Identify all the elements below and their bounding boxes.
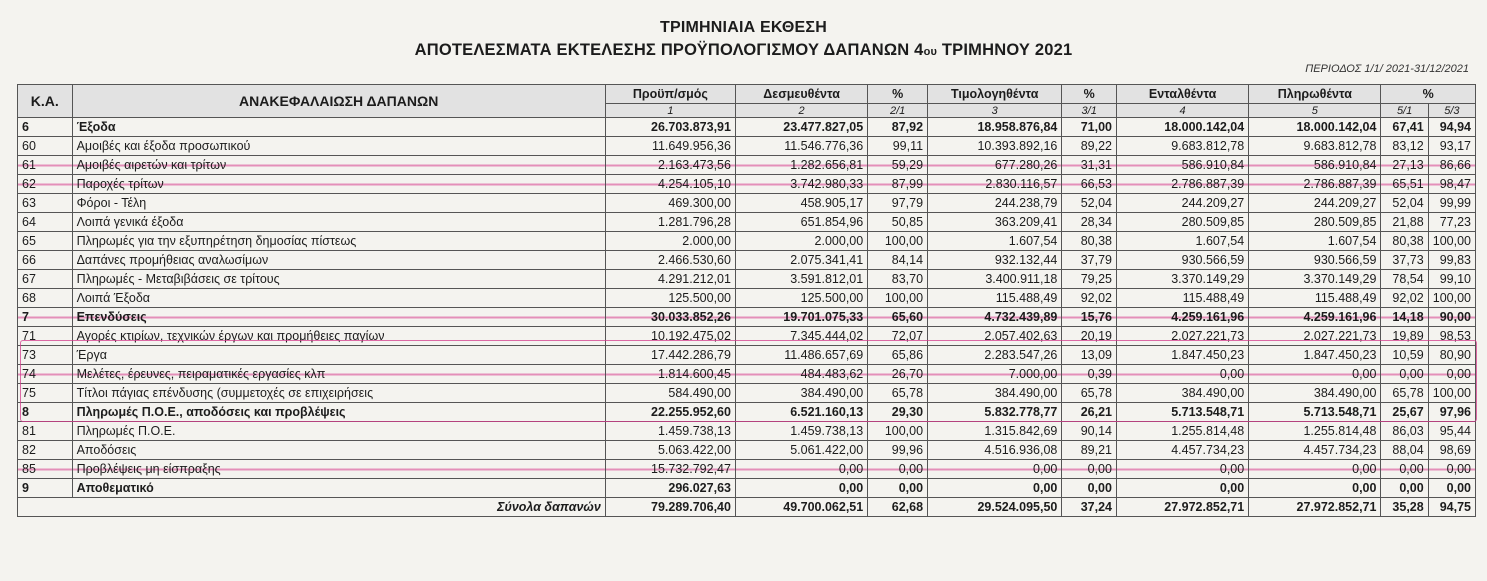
cell-budget: 296.027,63 <box>605 479 735 498</box>
cell-pct-paid-invoiced: 98,69 <box>1428 441 1475 460</box>
cell-pct-paid-invoiced: 95,44 <box>1428 422 1475 441</box>
cell-invoiced: 2.830.116,57 <box>928 175 1062 194</box>
cell-pct-paid-invoiced: 94,94 <box>1428 118 1475 137</box>
cell-committed: 1.459.738,13 <box>735 422 867 441</box>
cell-pct-invoiced: 37,79 <box>1062 251 1117 270</box>
cell-committed: 7.345.444,02 <box>735 327 867 346</box>
cell-pct-paid-budget: 27,13 <box>1381 156 1428 175</box>
cell-invoiced: 5.832.778,77 <box>928 403 1062 422</box>
cell-committed: 3.742.980,33 <box>735 175 867 194</box>
cell-code: 73 <box>18 346 73 365</box>
cell-pct-paid-invoiced: 98,47 <box>1428 175 1475 194</box>
cell-pct-invoiced: 79,25 <box>1062 270 1117 289</box>
table-row <box>18 403 1476 422</box>
cell-ordered: 0,00 <box>1116 365 1248 384</box>
table-row <box>18 251 1476 270</box>
table-row <box>18 289 1476 308</box>
index-committed: 2 <box>735 104 867 118</box>
cell-code: 63 <box>18 194 73 213</box>
cell-pct-committed: 65,60 <box>868 308 928 327</box>
header-pct-invoiced: % <box>1062 85 1117 104</box>
cell-invoiced: 0,00 <box>928 479 1062 498</box>
cell-pct-committed: 100,00 <box>868 232 928 251</box>
cell-ordered: 5.713.548,71 <box>1116 403 1248 422</box>
cell-code: 60 <box>18 137 73 156</box>
cell-code: 71 <box>18 327 73 346</box>
cell-pct-paid-budget: 19,89 <box>1381 327 1428 346</box>
cell-paid: 586.910,84 <box>1249 156 1381 175</box>
cell-invoiced: 0,00 <box>928 460 1062 479</box>
cell-paid: 930.566,59 <box>1249 251 1381 270</box>
cell-pct-paid-invoiced: 97,96 <box>1428 403 1475 422</box>
cell-ordered: 2.027.221,73 <box>1116 327 1248 346</box>
index-budget: 1 <box>605 104 735 118</box>
cell-invoiced: 2.057.402,63 <box>928 327 1062 346</box>
cell-pct-committed: 97,79 <box>868 194 928 213</box>
cell-pct-paid-budget: 65,51 <box>1381 175 1428 194</box>
cell-committed: 2.075.341,41 <box>735 251 867 270</box>
cell-invoiced: 7.000,00 <box>928 365 1062 384</box>
cell-description: Δαπάνες προμήθειας αναλωσίμων <box>72 251 605 270</box>
cell-pct-invoiced: 89,22 <box>1062 137 1117 156</box>
cell-budget: 4.291.212,01 <box>605 270 735 289</box>
cell-ordered: 1.847.450,23 <box>1116 346 1248 365</box>
cell-description: Αποθεματικό <box>72 479 605 498</box>
cell-pct-paid-budget: 0,00 <box>1381 365 1428 384</box>
index-pct-paid-invoiced: 5/3 <box>1428 104 1475 118</box>
cell-description: Προβλέψεις μη είσπραξης <box>72 460 605 479</box>
header-row <box>18 85 1476 104</box>
cell-code: 8 <box>18 403 73 422</box>
cell-pct-paid-budget: 14,18 <box>1381 308 1428 327</box>
total-cell-pct-invoiced: 37,24 <box>1062 498 1117 517</box>
cell-pct-committed: 87,99 <box>868 175 928 194</box>
header-paid: Πληρωθέντα <box>1249 85 1381 104</box>
cell-invoiced: 2.283.547,26 <box>928 346 1062 365</box>
cell-pct-paid-invoiced: 90,00 <box>1428 308 1475 327</box>
cell-paid: 4.457.734,23 <box>1249 441 1381 460</box>
report-subtitle: ΑΠΟΤΕΛΕΣΜΑΤΑ ΕΚΤΕΛΕΣΗΣ ΠΡΟΫΠΟΛΟΓΙΣΜΟΥ ΔΑΠΑΝΩΝ 4ου ΤΡΙΜΗΝΟΥ 2021 <box>414 41 1073 59</box>
cell-pct-paid-invoiced: 93,17 <box>1428 137 1475 156</box>
cell-pct-paid-budget: 86,03 <box>1381 422 1428 441</box>
cell-pct-committed: 87,92 <box>868 118 928 137</box>
cell-committed: 384.490,00 <box>735 384 867 403</box>
cell-paid: 2.786.887,39 <box>1249 175 1381 194</box>
cell-pct-invoiced: 13,09 <box>1062 346 1117 365</box>
cell-ordered: 1.255.814,48 <box>1116 422 1248 441</box>
cell-committed: 2.000,00 <box>735 232 867 251</box>
cell-description: Πληρωμές Π.Ο.Ε., αποδόσεις και προβλέψεις <box>72 403 605 422</box>
cell-pct-paid-invoiced: 77,23 <box>1428 213 1475 232</box>
cell-budget: 1.814.600,45 <box>605 365 735 384</box>
table-row <box>18 137 1476 156</box>
total-cell-pct-committed: 62,68 <box>868 498 928 517</box>
index-paid: 5 <box>1249 104 1381 118</box>
cell-budget: 125.500,00 <box>605 289 735 308</box>
cell-pct-paid-budget: 67,41 <box>1381 118 1428 137</box>
cell-description: Πληρωμές - Μεταβιβάσεις σε τρίτους <box>72 270 605 289</box>
cell-ordered: 244.209,27 <box>1116 194 1248 213</box>
total-cell-pct-paid-budget: 35,28 <box>1381 498 1428 517</box>
cell-budget: 584.490,00 <box>605 384 735 403</box>
cell-pct-invoiced: 66,53 <box>1062 175 1117 194</box>
header-pct-paid: % <box>1381 85 1476 104</box>
cell-pct-invoiced: 65,78 <box>1062 384 1117 403</box>
table-row <box>18 346 1476 365</box>
cell-pct-paid-invoiced: 100,00 <box>1428 232 1475 251</box>
cell-ordered: 384.490,00 <box>1116 384 1248 403</box>
header-budget: Προϋπ/σμός <box>605 85 735 104</box>
cell-description: Έργα <box>72 346 605 365</box>
cell-paid: 1.847.450,23 <box>1249 346 1381 365</box>
cell-committed: 0,00 <box>735 479 867 498</box>
total-cell-budget: 79.289.706,40 <box>605 498 735 517</box>
cell-pct-paid-invoiced: 100,00 <box>1428 289 1475 308</box>
cell-invoiced: 115.488,49 <box>928 289 1062 308</box>
table-row <box>18 213 1476 232</box>
table-row <box>18 156 1476 175</box>
cell-budget: 5.063.422,00 <box>605 441 735 460</box>
cell-code: 74 <box>18 365 73 384</box>
cell-pct-paid-budget: 80,38 <box>1381 232 1428 251</box>
cell-description: Λοιπά Έξοδα <box>72 289 605 308</box>
cell-budget: 1.459.738,13 <box>605 422 735 441</box>
cell-invoiced: 363.209,41 <box>928 213 1062 232</box>
cell-code: 85 <box>18 460 73 479</box>
cell-committed: 11.546.776,36 <box>735 137 867 156</box>
cell-pct-committed: 29,30 <box>868 403 928 422</box>
cell-pct-paid-budget: 83,12 <box>1381 137 1428 156</box>
cell-pct-paid-budget: 37,73 <box>1381 251 1428 270</box>
cell-ordered: 18.000.142,04 <box>1116 118 1248 137</box>
cell-budget: 22.255.952,60 <box>605 403 735 422</box>
table-row <box>18 118 1476 137</box>
cell-invoiced: 384.490,00 <box>928 384 1062 403</box>
report-period: ΠΕΡΙΟΔΟΣ 1/1/ 2021-31/12/2021 <box>1305 63 1469 75</box>
table-row <box>18 384 1476 403</box>
report-title: ΤΡΙΜΗΝΙΑΙΑ ΕΚΘΕΣΗ <box>660 19 827 36</box>
cell-description: Έξοδα <box>72 118 605 137</box>
cell-pct-invoiced: 71,00 <box>1062 118 1117 137</box>
total-cell-ordered: 27.972.852,71 <box>1116 498 1248 517</box>
cell-pct-committed: 50,85 <box>868 213 928 232</box>
cell-code: 61 <box>18 156 73 175</box>
cell-pct-committed: 100,00 <box>868 422 928 441</box>
cell-ordered: 1.607,54 <box>1116 232 1248 251</box>
cell-description: Αγορές κτιρίων, τεχνικών έργων και προμήθειες παγίων <box>72 327 605 346</box>
cell-pct-paid-budget: 0,00 <box>1381 460 1428 479</box>
cell-pct-paid-invoiced: 99,83 <box>1428 251 1475 270</box>
cell-pct-paid-invoiced: 80,90 <box>1428 346 1475 365</box>
cell-pct-committed: 65,86 <box>868 346 928 365</box>
cell-ordered: 0,00 <box>1116 479 1248 498</box>
cell-pct-paid-invoiced: 86,66 <box>1428 156 1475 175</box>
cell-description: Μελέτες, έρευνες, πειραματικές εργασίες κλπ <box>72 365 605 384</box>
cell-pct-paid-invoiced: 0,00 <box>1428 460 1475 479</box>
totals-label: Σύνολα δαπανών <box>18 498 606 517</box>
cell-description: Πληρωμές για την εξυπηρέτηση δημοσίας πίστεως <box>72 232 605 251</box>
cell-invoiced: 4.732.439,89 <box>928 308 1062 327</box>
cell-paid: 2.027.221,73 <box>1249 327 1381 346</box>
cell-budget: 2.000,00 <box>605 232 735 251</box>
cell-pct-paid-budget: 88,04 <box>1381 441 1428 460</box>
cell-paid: 280.509,85 <box>1249 213 1381 232</box>
cell-pct-invoiced: 0,00 <box>1062 479 1117 498</box>
cell-paid: 0,00 <box>1249 365 1381 384</box>
cell-description: Λοιπά γενικά έξοδα <box>72 213 605 232</box>
cell-committed: 19.701.075,33 <box>735 308 867 327</box>
table-row <box>18 327 1476 346</box>
cell-invoiced: 1.315.842,69 <box>928 422 1062 441</box>
cell-pct-invoiced: 28,34 <box>1062 213 1117 232</box>
cell-ordered: 4.457.734,23 <box>1116 441 1248 460</box>
cell-pct-committed: 99,96 <box>868 441 928 460</box>
cell-budget: 2.163.473,56 <box>605 156 735 175</box>
cell-paid: 9.683.812,78 <box>1249 137 1381 156</box>
cell-code: 65 <box>18 232 73 251</box>
cell-pct-invoiced: 92,02 <box>1062 289 1117 308</box>
cell-pct-invoiced: 15,76 <box>1062 308 1117 327</box>
cell-pct-committed: 84,14 <box>868 251 928 270</box>
cell-code: 7 <box>18 308 73 327</box>
cell-pct-paid-invoiced: 0,00 <box>1428 479 1475 498</box>
expense-summary-table <box>17 84 1476 517</box>
table-row <box>18 479 1476 498</box>
cell-pct-committed: 65,78 <box>868 384 928 403</box>
cell-invoiced: 10.393.892,16 <box>928 137 1062 156</box>
cell-budget: 10.192.475,02 <box>605 327 735 346</box>
header-description: ΑΝΑΚΕΦΑΛΑΙΩΣΗ ΔΑΠΑΝΩΝ <box>72 85 605 118</box>
cell-description: Πληρωμές Π.Ο.Ε. <box>72 422 605 441</box>
cell-code: 66 <box>18 251 73 270</box>
cell-invoiced: 677.280,26 <box>928 156 1062 175</box>
cell-pct-paid-invoiced: 99,99 <box>1428 194 1475 213</box>
cell-pct-paid-budget: 21,88 <box>1381 213 1428 232</box>
cell-pct-invoiced: 0,39 <box>1062 365 1117 384</box>
cell-committed: 6.521.160,13 <box>735 403 867 422</box>
cell-pct-paid-budget: 25,67 <box>1381 403 1428 422</box>
cell-ordered: 930.566,59 <box>1116 251 1248 270</box>
cell-pct-paid-budget: 78,54 <box>1381 270 1428 289</box>
cell-pct-invoiced: 80,38 <box>1062 232 1117 251</box>
header-pct-committed: % <box>868 85 928 104</box>
header-ordered: Ενταλθέντα <box>1116 85 1248 104</box>
cell-code: 62 <box>18 175 73 194</box>
cell-ordered: 0,00 <box>1116 460 1248 479</box>
index-pct-committed: 2/1 <box>868 104 928 118</box>
cell-committed: 11.486.657,69 <box>735 346 867 365</box>
cell-pct-paid-invoiced: 98,53 <box>1428 327 1475 346</box>
cell-pct-paid-budget: 10,59 <box>1381 346 1428 365</box>
cell-ordered: 586.910,84 <box>1116 156 1248 175</box>
cell-paid: 115.488,49 <box>1249 289 1381 308</box>
index-pct-invoiced: 3/1 <box>1062 104 1117 118</box>
cell-committed: 458.905,17 <box>735 194 867 213</box>
cell-pct-paid-invoiced: 0,00 <box>1428 365 1475 384</box>
cell-pct-invoiced: 31,31 <box>1062 156 1117 175</box>
totals-row <box>18 498 1476 517</box>
cell-pct-paid-budget: 52,04 <box>1381 194 1428 213</box>
header-committed: Δεσμευθέντα <box>735 85 867 104</box>
cell-pct-committed: 83,70 <box>868 270 928 289</box>
cell-pct-committed: 100,00 <box>868 289 928 308</box>
cell-code: 82 <box>18 441 73 460</box>
cell-pct-invoiced: 90,14 <box>1062 422 1117 441</box>
cell-committed: 0,00 <box>735 460 867 479</box>
cell-committed: 23.477.827,05 <box>735 118 867 137</box>
cell-description: Αμοιβές αιρετών και τρίτων <box>72 156 605 175</box>
cell-committed: 651.854,96 <box>735 213 867 232</box>
table-row <box>18 422 1476 441</box>
cell-committed: 125.500,00 <box>735 289 867 308</box>
cell-budget: 11.649.956,36 <box>605 137 735 156</box>
cell-ordered: 3.370.149,29 <box>1116 270 1248 289</box>
cell-code: 81 <box>18 422 73 441</box>
cell-budget: 26.703.873,91 <box>605 118 735 137</box>
cell-description: Αμοιβές και έξοδα προσωπικού <box>72 137 605 156</box>
cell-pct-paid-budget: 92,02 <box>1381 289 1428 308</box>
cell-code: 6 <box>18 118 73 137</box>
cell-pct-paid-budget: 0,00 <box>1381 479 1428 498</box>
cell-pct-committed: 0,00 <box>868 460 928 479</box>
cell-invoiced: 244.238,79 <box>928 194 1062 213</box>
index-pct-paid-budget: 5/1 <box>1381 104 1428 118</box>
cell-ordered: 280.509,85 <box>1116 213 1248 232</box>
cell-budget: 17.442.286,79 <box>605 346 735 365</box>
header-ka: Κ.Α. <box>18 85 73 118</box>
cell-ordered: 2.786.887,39 <box>1116 175 1248 194</box>
cell-committed: 3.591.812,01 <box>735 270 867 289</box>
cell-pct-paid-invoiced: 100,00 <box>1428 384 1475 403</box>
cell-committed: 1.282.656,81 <box>735 156 867 175</box>
index-ordered: 4 <box>1116 104 1248 118</box>
table-row <box>18 365 1476 384</box>
cell-description: Φόροι - Τέλη <box>72 194 605 213</box>
index-invoiced: 3 <box>928 104 1062 118</box>
cell-budget: 30.033.852,26 <box>605 308 735 327</box>
table-row <box>18 270 1476 289</box>
cell-pct-invoiced: 0,00 <box>1062 460 1117 479</box>
cell-paid: 1.255.814,48 <box>1249 422 1381 441</box>
table-row <box>18 194 1476 213</box>
cell-paid: 0,00 <box>1249 479 1381 498</box>
cell-budget: 1.281.796,28 <box>605 213 735 232</box>
cell-invoiced: 18.958.876,84 <box>928 118 1062 137</box>
total-cell-paid: 27.972.852,71 <box>1249 498 1381 517</box>
cell-paid: 0,00 <box>1249 460 1381 479</box>
cell-pct-committed: 59,29 <box>868 156 928 175</box>
cell-committed: 484.483,62 <box>735 365 867 384</box>
cell-code: 67 <box>18 270 73 289</box>
table-row <box>18 460 1476 479</box>
table-row <box>18 232 1476 251</box>
cell-code: 64 <box>18 213 73 232</box>
cell-paid: 1.607,54 <box>1249 232 1381 251</box>
total-cell-pct-paid-invoiced: 94,75 <box>1428 498 1475 517</box>
cell-code: 68 <box>18 289 73 308</box>
cell-paid: 4.259.161,96 <box>1249 308 1381 327</box>
cell-ordered: 115.488,49 <box>1116 289 1248 308</box>
cell-invoiced: 4.516.936,08 <box>928 441 1062 460</box>
cell-description: Αποδόσεις <box>72 441 605 460</box>
total-cell-committed: 49.700.062,51 <box>735 498 867 517</box>
cell-pct-committed: 99,11 <box>868 137 928 156</box>
cell-budget: 15.732.792,47 <box>605 460 735 479</box>
table-row <box>18 441 1476 460</box>
cell-paid: 18.000.142,04 <box>1249 118 1381 137</box>
cell-pct-committed: 72,07 <box>868 327 928 346</box>
table-row <box>18 175 1476 194</box>
cell-paid: 5.713.548,71 <box>1249 403 1381 422</box>
cell-paid: 244.209,27 <box>1249 194 1381 213</box>
cell-invoiced: 3.400.911,18 <box>928 270 1062 289</box>
cell-code: 9 <box>18 479 73 498</box>
cell-pct-committed: 0,00 <box>868 479 928 498</box>
cell-paid: 3.370.149,29 <box>1249 270 1381 289</box>
cell-description: Επενδύσεις <box>72 308 605 327</box>
cell-ordered: 4.259.161,96 <box>1116 308 1248 327</box>
cell-paid: 384.490,00 <box>1249 384 1381 403</box>
table-row <box>18 308 1476 327</box>
cell-description: Παροχές τρίτων <box>72 175 605 194</box>
header-invoiced: Τιμολογηθέντα <box>928 85 1062 104</box>
cell-invoiced: 932.132,44 <box>928 251 1062 270</box>
cell-pct-paid-invoiced: 99,10 <box>1428 270 1475 289</box>
cell-committed: 5.061.422,00 <box>735 441 867 460</box>
cell-invoiced: 1.607,54 <box>928 232 1062 251</box>
cell-pct-invoiced: 52,04 <box>1062 194 1117 213</box>
cell-ordered: 9.683.812,78 <box>1116 137 1248 156</box>
cell-pct-paid-budget: 65,78 <box>1381 384 1428 403</box>
cell-description: Τίτλοι πάγιας επένδυσης (συμμετοχές σε επιχειρήσεις <box>72 384 605 403</box>
cell-pct-invoiced: 89,21 <box>1062 441 1117 460</box>
cell-budget: 4.254.105,10 <box>605 175 735 194</box>
cell-pct-committed: 26,70 <box>868 365 928 384</box>
total-cell-invoiced: 29.524.095,50 <box>928 498 1062 517</box>
cell-budget: 2.466.530,60 <box>605 251 735 270</box>
cell-budget: 469.300,00 <box>605 194 735 213</box>
cell-code: 75 <box>18 384 73 403</box>
cell-pct-invoiced: 20,19 <box>1062 327 1117 346</box>
cell-pct-invoiced: 26,21 <box>1062 403 1117 422</box>
